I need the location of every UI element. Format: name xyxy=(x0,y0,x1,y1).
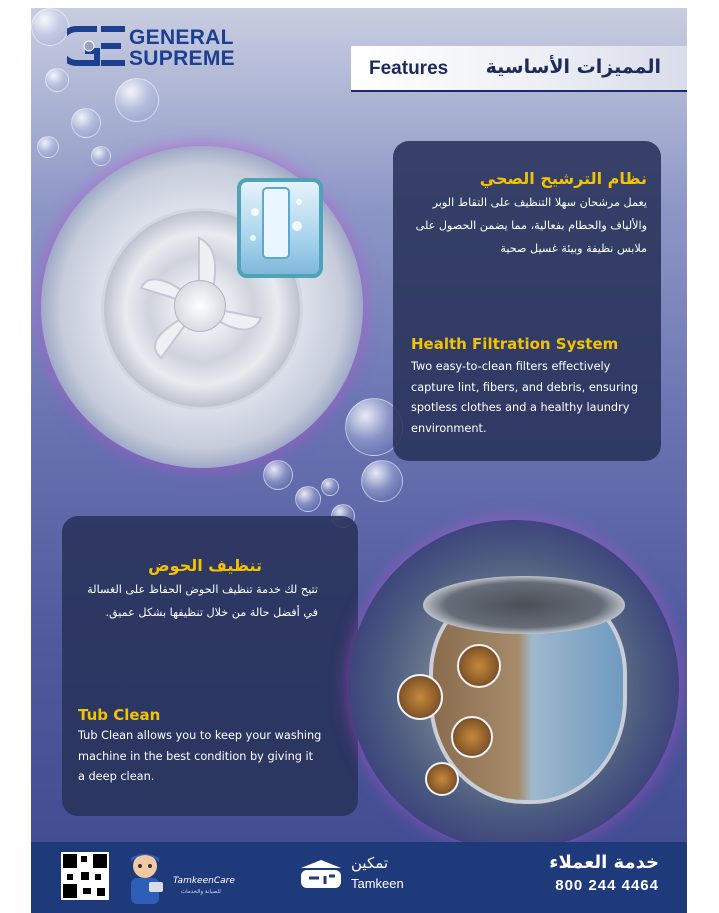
tamkeen-name-ar: تمكين xyxy=(351,854,389,872)
bubble-decoration xyxy=(263,460,293,490)
filter-icon xyxy=(241,182,311,266)
general-supreme-logo xyxy=(67,25,247,73)
bubble-decoration xyxy=(361,460,403,502)
brand-name xyxy=(129,27,235,69)
feature2-title-ar: تنظيف الحوض xyxy=(148,556,262,575)
bubble-decoration xyxy=(37,136,59,158)
brand-line1: GENERAL xyxy=(129,26,234,49)
feature1-title-ar: نظام الترشيح الصحي xyxy=(479,169,647,188)
feature1-body-en: Two easy-to-clean filters effectively capture lint, fibers, and debris, ensuring spotless clothes and a healthy laundry environment. xyxy=(411,360,639,435)
features-title-en: Features xyxy=(369,58,449,79)
feature1-title-en: Health Filtration System xyxy=(411,335,619,353)
features-header-bar xyxy=(351,46,687,92)
customer-service-label: خدمة العملاء xyxy=(549,852,659,873)
germ-icon xyxy=(425,762,459,796)
tamkeen-logo-icon xyxy=(299,858,343,890)
bubble-decoration xyxy=(115,78,159,122)
customer-service-phone[interactable]: 800 244 4464 xyxy=(555,877,659,894)
flyer-page xyxy=(31,8,687,913)
filter-closeup-image xyxy=(237,178,323,278)
mascot-icon xyxy=(119,848,171,908)
tub-clean-card xyxy=(62,516,358,816)
bubble-decoration xyxy=(321,478,339,496)
feature1-body-ar: يعمل مرشحان سهلا التنظيف على التقاط الوبر والألياف والحطام بفعالية، مما يضمن الحصول على ملابس نظيفة وبيئة غسيل صحية xyxy=(415,196,647,255)
bubble-decoration xyxy=(31,8,69,46)
qr-code-icon[interactable] xyxy=(61,852,109,900)
general-supreme-logo-icon xyxy=(67,25,129,67)
tamkeen-care-label: TamkeenCare xyxy=(173,876,235,886)
germ-icon xyxy=(451,716,493,758)
brand-line2: SUPREME xyxy=(129,47,235,70)
health-filtration-card xyxy=(393,141,661,461)
bubble-decoration xyxy=(91,146,111,166)
tub-rim xyxy=(423,576,625,634)
tamkeen-care-sublabel: للصيانة والخدمات xyxy=(181,889,221,895)
bubble-decoration xyxy=(71,108,101,138)
features-title-ar: المميزات الأساسية xyxy=(485,56,661,78)
germ-icon xyxy=(397,674,443,720)
footer-bar xyxy=(31,842,687,913)
feature2-body-en: Tub Clean allows you to keep your washing machine in the best condition by giving it a deep clean. xyxy=(78,729,322,783)
germ-icon xyxy=(457,644,501,688)
tamkeen-name-en: Tamkeen xyxy=(351,876,404,891)
feature2-title-en: Tub Clean xyxy=(78,706,161,724)
bubble-decoration xyxy=(295,486,321,512)
bubble-decoration xyxy=(45,68,69,92)
impeller-hub xyxy=(174,280,226,332)
feature2-body-ar: تتيح لك خدمة تنظيف الحوض الحفاظ على الغسالة في أفضل حالة من خلال تنظيفها بشكل عميق. xyxy=(87,583,318,619)
